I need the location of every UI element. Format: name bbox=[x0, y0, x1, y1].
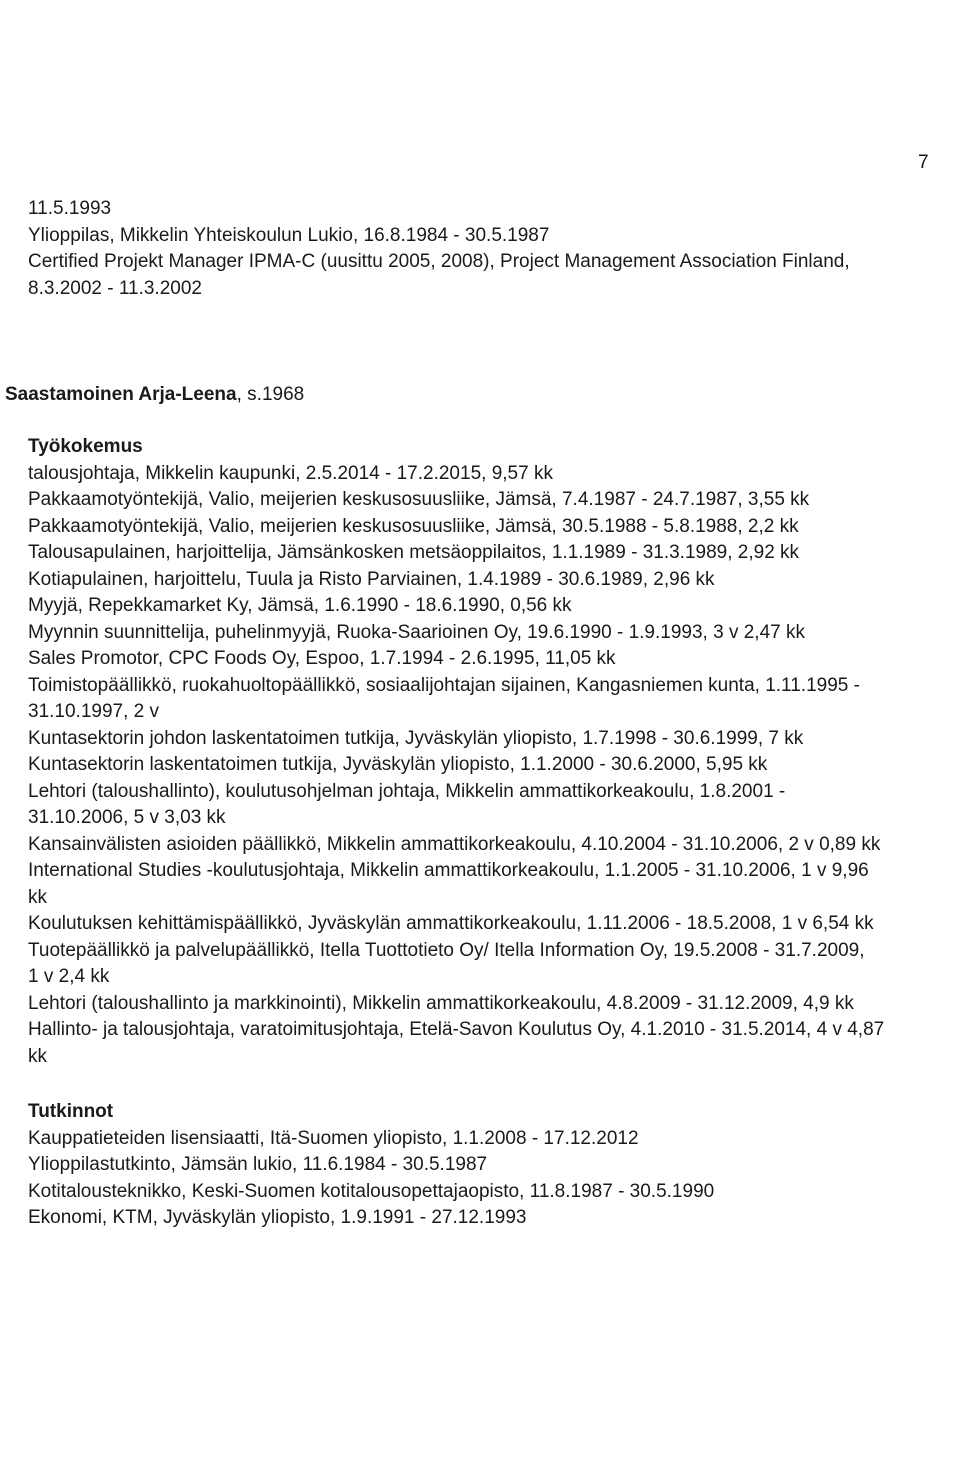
degree-line: Kotitalousteknikko, Keski-Suomen kotitalousopettajaopisto, 11.8.1987 - 30.5.1990 bbox=[28, 1180, 715, 1202]
degrees-section bbox=[28, 1099, 938, 1232]
work-experience-line: Pakkaamotyöntekijä, Valio, meijerien keskusosuusliike, Jämsä, 30.5.1988 - 5.8.1988, 2,2 kk bbox=[28, 515, 799, 537]
work-experience-line: Pakkaamotyöntekijä, Valio, meijerien keskusosuusliike, Jämsä, 7.4.1987 - 24.7.1987, 3,55 kk bbox=[28, 489, 810, 510]
work-experience-section bbox=[28, 434, 938, 1070]
person-name: Saastamoinen Arja-Leena bbox=[5, 384, 237, 405]
work-experience-line: Kansainvälisten asioiden päällikkö, Mikkelin ammattikorkeakoulu, 4.10.2004 - 31.10.2006, 2 v 0,89 kk bbox=[28, 833, 881, 855]
work-experience-line: 1 v 2,4 kk bbox=[28, 966, 110, 987]
work-experience-line: Kuntasektorin johdon laskentatoimen tutkija, Jyväskylän yliopisto, 1.7.1998 - 30.6.1999, 7 kk bbox=[28, 727, 804, 749]
degree-line: Kauppatieteiden lisensiaatti, Itä-Suomen yliopisto, 1.1.2008 - 17.12.2012 bbox=[28, 1127, 639, 1149]
work-experience-line: Sales Promotor, CPC Foods Oy, Espoo, 1.7.1994 - 2.6.1995, 11,05 kk bbox=[28, 648, 616, 669]
work-experience-line: Koulutuksen kehittämispäällikkö, Jyväskylän ammattikorkeakoulu, 1.11.2006 - 18.5.2008, 1 v 6,54 kk bbox=[28, 913, 874, 934]
work-experience-line: kk bbox=[28, 886, 47, 908]
work-experience-line: Hallinto- ja talousjohtaja, varatoimitusjohtaja, Etelä-Savon Koulutus Oy, 4.1.2010 - 31.5.2014, 4 v 4,87 bbox=[28, 1019, 885, 1040]
work-experience-line: 31.10.2006, 5 v 3,03 kk bbox=[28, 807, 226, 828]
work-experience-line: Kotiapulainen, harjoittelu, Tuula ja Risto Parviainen, 1.4.1989 - 30.6.1989, 2,96 kk bbox=[28, 568, 715, 590]
page-number: 7 bbox=[918, 152, 929, 173]
work-experience-line: Kuntasektorin laskentatoimen tutkija, Jyväskylän yliopisto, 1.1.2000 - 30.6.2000, 5,95 kk bbox=[28, 754, 768, 775]
degree-line: Ylioppilastutkinto, Jämsän lukio, 11.6.1984 - 30.5.1987 bbox=[28, 1154, 488, 1175]
degree-line: Ekonomi, KTM, Jyväskylän yliopisto, 1.9.1991 - 27.12.1993 bbox=[28, 1207, 527, 1228]
previous-entry bbox=[28, 196, 938, 302]
previous-entry-line: 8.3.2002 - 11.3.2002 bbox=[28, 277, 202, 299]
previous-entry-line: Certified Projekt Manager IPMA-C (uusittu 2005, 2008), Project Management Association Finland, bbox=[28, 251, 850, 272]
work-experience-line: kk bbox=[28, 1045, 47, 1067]
work-experience-line: Toimistopäällikkö, ruokahuoltopäällikkö, sosiaalijohtajan sijainen, Kangasniemen kunta, 1.11.1995 - bbox=[28, 674, 860, 696]
work-experience-line: Lehtori (taloushallinto ja markkinointi), Mikkelin ammattikorkeakoulu, 4.8.2009 - 31.12.2009, 4,9 kk bbox=[28, 992, 854, 1014]
degrees-list bbox=[28, 1126, 938, 1232]
work-experience-line: Tuotepäällikkö ja palvelupäällikkö, Itella Tuottotieto Oy/ Itella Information Oy, 19.5.2008 - 31.7.2009, bbox=[28, 939, 865, 961]
work-experience-line: International Studies -koulutusjohtaja, Mikkelin ammattikorkeakoulu, 1.1.2005 - 31.10.2006, 1 v 9,96 bbox=[28, 860, 869, 881]
work-experience-heading: Työkokemus bbox=[28, 436, 143, 457]
previous-entry-line: 11.5.1993 bbox=[28, 198, 112, 219]
work-experience-list bbox=[28, 461, 938, 1071]
work-experience-line: Lehtori (taloushallinto), koulutusohjelman johtaja, Mikkelin ammattikorkeakoulu, 1.8.2001 - bbox=[28, 780, 786, 802]
work-experience-line: Myyjä, Repekkamarket Ky, Jämsä, 1.6.1990 - 18.6.1990, 0,56 kk bbox=[28, 595, 572, 616]
person-birth: , s.1968 bbox=[236, 384, 305, 405]
work-experience-line: Myynnin suunnittelija, puhelinmyyjä, Ruoka-Saarioinen Oy, 19.6.1990 - 1.9.1993, 3 v 2,47 kk bbox=[28, 621, 805, 643]
degrees-heading: Tutkinnot bbox=[28, 1101, 114, 1122]
work-experience-line: Talousapulainen, harjoittelija, Jämsänkosken metsäoppilaitos, 1.1.1989 - 31.3.1989, 2,92 kk bbox=[28, 542, 800, 563]
person-heading bbox=[5, 382, 304, 408]
work-experience-line: 31.10.1997, 2 v bbox=[28, 701, 159, 722]
work-experience-line: talousjohtaja, Mikkelin kaupunki, 2.5.2014 - 17.2.2015, 9,57 kk bbox=[28, 462, 553, 484]
previous-entry-line: Ylioppilas, Mikkelin Yhteiskoulun Lukio, 16.8.1984 - 30.5.1987 bbox=[28, 224, 550, 246]
